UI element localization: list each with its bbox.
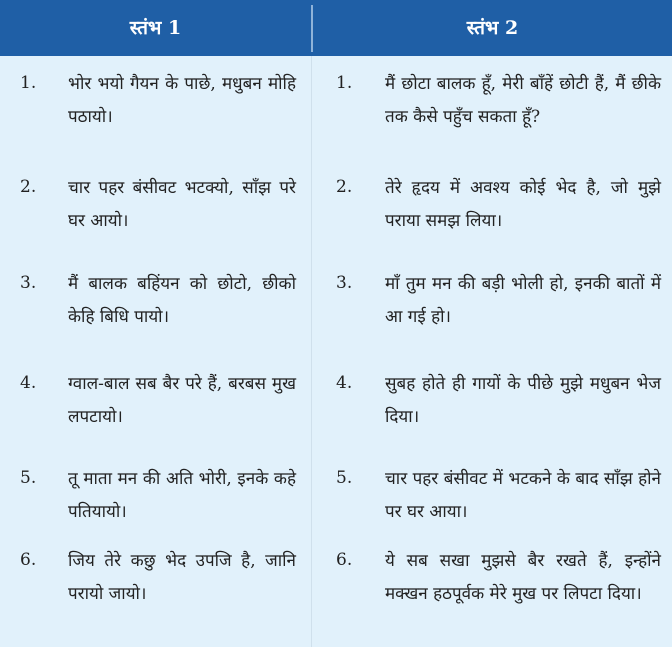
column2-number: 4. — [336, 373, 353, 393]
column1-number: 3. — [20, 273, 37, 293]
column1-text: भोर भयो गैयन के पाछे, मधुबन मोहि पठायो। — [68, 74, 296, 127]
column2-number: 2. — [336, 177, 353, 197]
column1-text: चार पहर बंसीवट भटक्यो, साँझ परे घर आयो। — [68, 178, 296, 231]
column1-header: स्तंभ 1 — [129, 17, 182, 39]
column2-number: 3. — [336, 273, 353, 293]
column2-header: स्तंभ 2 — [466, 17, 519, 39]
column1-text: ग्वाल-बाल सब बैर परे हैं, बरबस मुख लपटायो। — [68, 374, 296, 427]
column1-number: 6. — [20, 550, 37, 570]
column1-number: 2. — [20, 177, 37, 197]
column1-text: जिय तेरे कछु भेद उपजि है, जानि परायो जायो। — [68, 551, 296, 604]
column2-text: सुबह होते ही गायों के पीछे मुझे मधुबन भेज दिया। — [385, 374, 661, 427]
column2-number: 5. — [336, 468, 353, 488]
table-header — [0, 0, 672, 56]
column1-text: तू माता मन की अति भोरी, इनके कहे पतियायो। — [68, 469, 296, 522]
column-divider — [311, 56, 312, 647]
column1-number: 4. — [20, 373, 37, 393]
column2-number: 6. — [336, 550, 353, 570]
column1-text: मैं बालक बहिंयन को छोटो, छीको केहि बिधि पायो। — [68, 274, 296, 327]
column2-text: माँ तुम मन की बड़ी भोली हो, इनकी बातों में आ गई हो। — [385, 274, 661, 327]
column2-text: मैं छोटा बालक हूँ, मेरी बाँहें छोटी हैं, मैं छीके तक कैसे पहुँच सकता हूँ? — [385, 74, 661, 127]
column2-text: चार पहर बंसीवट में भटकने के बाद साँझ होने पर घर आया। — [385, 469, 661, 522]
column1-number: 1. — [20, 73, 37, 93]
column2-text: ये सब सखा मुझसे बैर रखते हैं, इन्होंने मक्खन हठपूर्वक मेरे मुख पर लिपटा दिया। — [385, 551, 661, 604]
column1-number: 5. — [20, 468, 37, 488]
column2-text: तेरे हृदय में अवश्य कोई भेद है, जो मुझे पराया समझ लिया। — [385, 178, 661, 231]
column2-number: 1. — [336, 73, 353, 93]
